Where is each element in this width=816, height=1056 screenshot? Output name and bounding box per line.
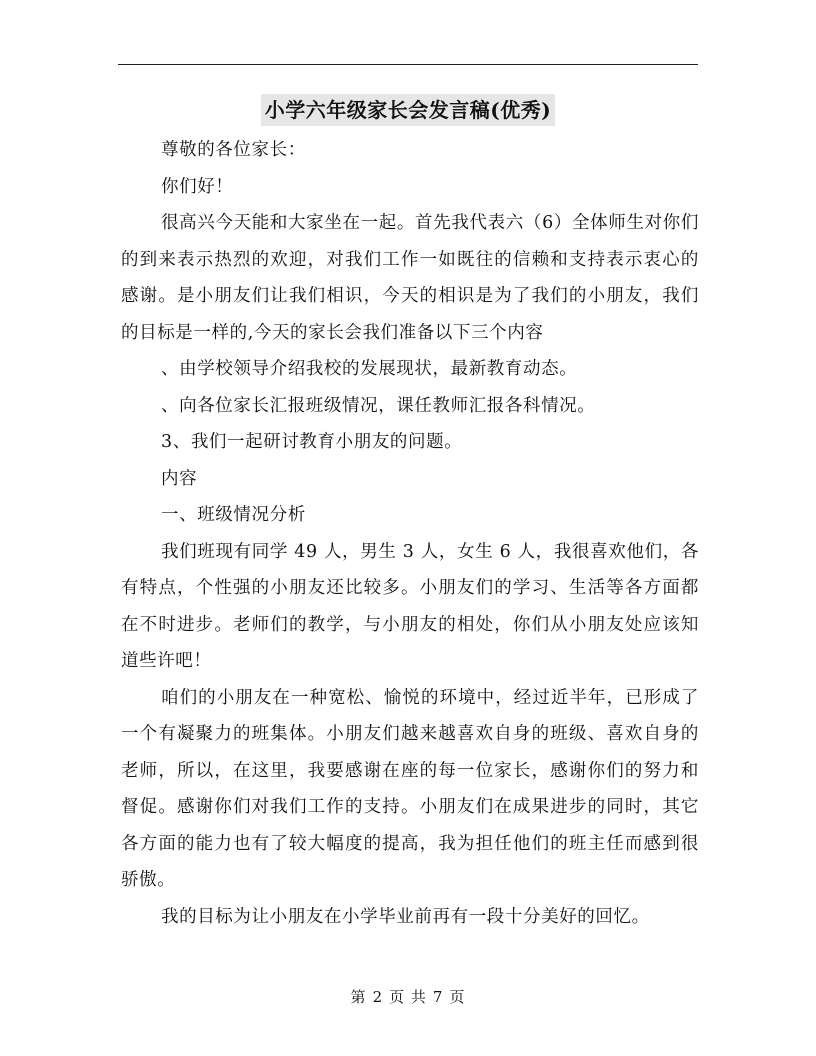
section-label: 内容 xyxy=(161,468,198,489)
document-title: 小学六年级家长会发言稿(优秀) xyxy=(261,94,555,126)
header-rule xyxy=(118,64,698,65)
page-footer xyxy=(0,986,816,1007)
footer-suffix: 页 xyxy=(449,988,466,1006)
document-body xyxy=(121,132,699,935)
footer-current-page: 2 xyxy=(372,988,384,1006)
goal-paragraph: 我的目标为让小朋友在小学毕业前再有一段十分美好的回忆。 xyxy=(161,906,650,927)
greeting: 你们好！ xyxy=(161,176,234,197)
footer-middle: 页 共 xyxy=(389,988,427,1006)
footer-prefix: 第 xyxy=(350,988,367,1006)
agenda-item-2: 、向各位家长汇报班级情况，课任教师汇报各科情况。 xyxy=(161,395,596,416)
agenda-item-1: 、由学校领导介绍我校的发展现状，最新教育动态。 xyxy=(161,359,578,379)
footer-total-pages: 7 xyxy=(432,988,444,1006)
class-progress-paragraph: 咱们的小朋友在一种宽松、愉悦的环境中，经过近半年，已形成了一个有凝聚力的班集体。小朋友们越来越喜欢自身的班级、喜欢自身的老师，所以，在这里，我要感谢在座的每一位家长，感谢你们的努力和督促。感谢你们对我们工作的支持。小朋友们在成果进步的同时，其它各方面的能力也有了较大幅度的提高，我为担任他们的班主任而感到很骄傲。 xyxy=(121,687,699,890)
class-overview-paragraph: 我们班现有同学 49 人，男生 3 人，女生 6 人，我很喜欢他们，各有特点，个性强的小朋友还比较多。小朋友们的学习、生活等各方面都在不时进步。老师们的教学，与小朋友的相处，你们从小朋友处应该知道些许吧！ xyxy=(121,541,699,671)
section-heading: 一、班级情况分析 xyxy=(161,505,306,525)
salutation: 尊敬的各位家长： xyxy=(161,140,306,160)
title-container xyxy=(0,94,816,126)
agenda-item-3: 3、我们一起研讨教育小朋友的问题。 xyxy=(161,432,463,452)
intro-paragraph: 很高兴今天能和大家坐在一起。首先我代表六（6）全体师生对你们的到来表示热烈的欢迎，对我们工作一如既往的信赖和支持表示衷心的感谢。是小朋友们让我们相识，今天的相识是为了我们的小朋友，我们的目标是一样的,今天的家长会我们准备以下三个内容 xyxy=(121,213,699,343)
